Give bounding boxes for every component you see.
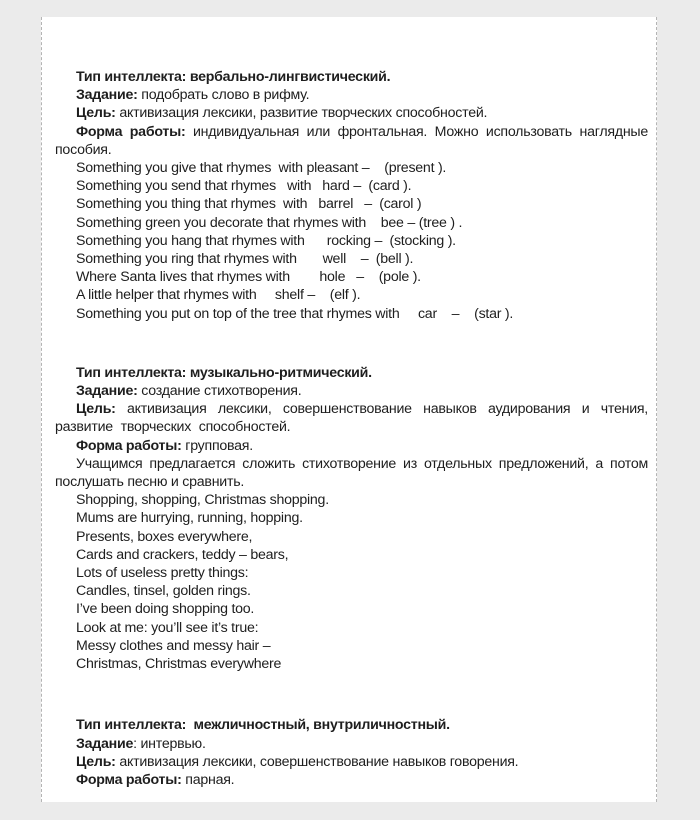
goal-value: активизация лексики, совершенствование навыков аудирования и чтения, развитие творческих способностей. [55, 401, 648, 436]
poem-line: Candles, tinsel, golden rings. [76, 583, 251, 600]
document-content [55, 68, 648, 789]
intelligence-type-heading [55, 364, 648, 382]
task-label: Задание: [76, 383, 138, 400]
poem-line: Christmas, Christmas everywhere [76, 656, 282, 673]
goal-line [55, 400, 648, 436]
intelligence-type-heading [55, 68, 648, 86]
rhyme-line: Something you give that rhymes with pleasant – (present ). [76, 160, 447, 177]
poem-line: Cards and crackers, teddy – bears, [76, 546, 289, 563]
task-value: подобрать слово в рифму. [137, 87, 310, 104]
goal-label: Цель: [76, 401, 116, 418]
rhyme-line: Something you hang that rhymes with rocking – (stocking ). [76, 232, 456, 249]
rhyme-line: Something you put on top of the tree that rhymes with car – (star ). [76, 305, 514, 322]
task-description: Учащимся предлагается сложить стихотворение из отдельных предложений, а потом послушать песню и сравнить. [55, 455, 648, 491]
task-label: Задание [76, 735, 134, 752]
task-value: : интервью. [133, 735, 206, 752]
section-interpersonal [55, 716, 648, 789]
work-form-value: индивидуальная или фронтальная. Можно использовать наглядные пособия. [55, 123, 648, 158]
rhyme-line: Something you ring that rhymes with well – (bell ). [76, 251, 414, 268]
intelligence-type-value: межличностный, внутриличностный. [186, 717, 450, 734]
work-form-line [55, 123, 648, 159]
goal-value: активизация лексики, совершенствование навыков говорения. [115, 753, 519, 770]
goal-label: Цель: [76, 105, 116, 122]
poem-line: Messy clothes and messy hair – [76, 637, 271, 654]
poem-line: Presents, boxes everywhere, [76, 528, 253, 545]
section-verbal-linguistic [55, 68, 648, 323]
poem-line: Mums are hurrying, running, hopping. [76, 510, 303, 527]
goal-label: Цель: [76, 753, 116, 770]
work-form-label: Форма работы: [76, 123, 186, 140]
intelligence-type-label: Тип интеллекта: [76, 69, 187, 85]
goal-value: активизация лексики, развитие творческих способностей. [115, 105, 488, 122]
work-form-line [55, 437, 648, 455]
work-form-value: парная. [181, 771, 235, 788]
rhyme-line: Something green you decorate that rhymes with bee – (tree ) . [76, 214, 463, 231]
intelligence-type-value: вербально-лингвистический. [186, 69, 391, 85]
poem-line: I’ve been doing shopping too. [76, 601, 255, 618]
intelligence-type-label: Тип интеллекта: [76, 717, 187, 734]
task-line [55, 735, 648, 753]
intelligence-type-label: Тип интеллекта: [76, 364, 187, 381]
rhyme-line: Something you send that rhymes with hard – (card ). [76, 178, 412, 195]
document-page [41, 17, 657, 802]
section-musical-rhythmic [55, 364, 648, 673]
goal-line [55, 104, 648, 122]
rhyme-line: Where Santa lives that rhymes with hole – (pole ). [76, 269, 421, 286]
task-value: создание стихотворения. [137, 383, 302, 400]
work-form-line [55, 771, 648, 789]
intelligence-type-value: музыкально-ритмический. [186, 364, 372, 381]
rhyme-line: Something you thing that rhymes with barrel – (carol ) [76, 196, 422, 213]
work-form-value: групповая. [181, 437, 253, 454]
task-line [55, 86, 648, 104]
poem-line: Shopping, shopping, Christmas shopping. [76, 492, 329, 509]
work-form-label: Форма работы: [76, 437, 182, 454]
goal-line [55, 753, 648, 771]
task-label: Задание: [76, 87, 138, 104]
rhyme-line: A little helper that rhymes with shelf – (elf ). [76, 287, 361, 304]
work-form-label: Форма работы: [76, 771, 182, 788]
intelligence-type-heading [55, 716, 648, 734]
task-line [55, 382, 648, 400]
poem-line: Look at me: you’ll see it’s true: [76, 619, 259, 636]
poem-line: Lots of useless pretty things: [76, 565, 249, 582]
